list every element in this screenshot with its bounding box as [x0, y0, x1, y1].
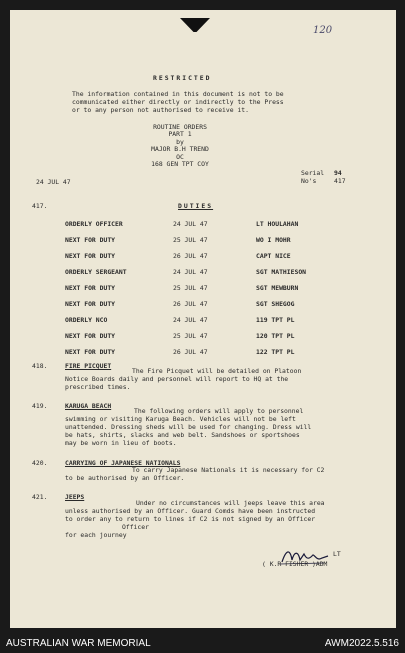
order-line: Officer — [122, 523, 149, 531]
nos-label: No's — [301, 177, 317, 185]
order-line: Under no circumstances will jeeps leave this area — [136, 499, 325, 507]
signature-name: ( K.R FISHER )ADM — [262, 560, 328, 568]
footer-institution: AUSTRALIAN WAR MEMORIAL — [6, 638, 151, 649]
duty-name: 120 TPT PL — [256, 332, 295, 340]
duty-name: SGT SHEGOG — [256, 300, 295, 308]
duty-date: 24 JUL 47 — [173, 316, 208, 324]
order-number: 420. — [32, 459, 48, 467]
order-line: for each journey — [65, 531, 127, 539]
restricted-note-line: or to any person not authorised to receive it. — [72, 106, 249, 114]
duty-name: SGT MEWBURN — [256, 284, 299, 292]
order-title: CARRYING OF JAPANESE NATIONALS — [65, 459, 181, 467]
restricted-note-line: The information contained in this document is not to be — [72, 90, 284, 98]
duty-role: ORDERLY NCO — [65, 316, 108, 324]
duty-role: NEXT FOR DUTY — [65, 252, 116, 260]
order-line: swimming or visiting Karuga Beach. Vehicles will not be left — [65, 415, 296, 423]
order-line: to be authorised by an Officer. — [65, 474, 185, 482]
order-line: may be worn in lieu of boots. — [65, 439, 177, 447]
order-line: to order any to return to lines if C2 is not signed by an Officer — [65, 515, 316, 523]
duty-name: CAPT NICE — [256, 252, 291, 260]
duty-name: WO I MOHR — [256, 236, 291, 244]
duty-date: 24 JUL 47 — [173, 220, 208, 228]
nos-value: 417 — [334, 177, 346, 185]
duty-role: NEXT FOR DUTY — [65, 284, 116, 292]
duty-role: NEXT FOR DUTY — [65, 300, 116, 308]
order-title: KARUGA BEACH — [65, 402, 112, 410]
duty-role: NEXT FOR DUTY — [65, 332, 116, 340]
order-line: unless authorised by an Officer. Guard Comds have been instructed — [65, 507, 316, 515]
footer-accession-number: AWM2022.5.516 — [324, 638, 399, 649]
duty-date: 26 JUL 47 — [173, 252, 208, 260]
heading-line: by — [176, 137, 184, 146]
heading-line: OC — [176, 152, 184, 161]
serial-value: 94 — [334, 169, 342, 177]
restricted-title: RESTRICTED — [153, 74, 212, 82]
heading-line: PART 1 — [168, 130, 192, 139]
restricted-note-line: communicated either directly or indirectly to the Press — [72, 98, 284, 106]
duty-role: NEXT FOR DUTY — [65, 348, 116, 356]
duty-role: NEXT FOR DUTY — [65, 236, 116, 244]
order-line: prescribed times. — [65, 383, 131, 391]
duty-name: LT HOULAHAN — [256, 220, 299, 228]
binding-tape — [180, 18, 210, 32]
order-number: 421. — [32, 493, 48, 501]
heading-line: 168 GEN TPT COY — [151, 160, 209, 169]
order-number: 419. — [32, 402, 48, 410]
heading-line: ROUTINE ORDERS — [153, 123, 207, 131]
order-line: The following orders will apply to personnel — [134, 407, 304, 415]
duty-date: 26 JUL 47 — [173, 348, 208, 356]
duty-role: ORDERLY OFFICER — [65, 220, 123, 228]
order-line: The Fire Picquet will be detailed on Platoon — [132, 367, 302, 375]
duty-role: ORDERLY SERGEANT — [65, 268, 127, 276]
duty-name: 119 TPT PL — [256, 316, 295, 324]
order-date: 24 JUL 47 — [36, 178, 71, 186]
order-title: JEEPS — [65, 493, 85, 501]
order-line: be hats, shirts, slacks and web belt. Sandshoes or sportshoes — [65, 431, 300, 439]
document-page — [10, 10, 396, 628]
heading-line: MAJOR B.H TREND — [151, 145, 209, 154]
duty-date: 25 JUL 47 — [173, 332, 208, 340]
signature-rank: LT — [333, 550, 341, 558]
order-line: Notice Boards daily and personnel will report to HQ at the — [65, 375, 289, 383]
duty-date: 25 JUL 47 — [173, 284, 208, 292]
order-number: 418. — [32, 362, 48, 370]
order-line: unattended. Dressing sheds will be used for changing. Dress will — [65, 423, 312, 431]
order-heading — [120, 124, 240, 168]
serial-label: Serial — [301, 169, 325, 177]
duty-date: 25 JUL 47 — [173, 236, 208, 244]
order-title: FIRE PICQUET — [65, 362, 112, 370]
page-number: 120 — [313, 25, 333, 36]
duties-number: 417. — [32, 202, 48, 210]
duty-name: 122 TPT PL — [256, 348, 295, 356]
duties-title: DUTIES — [178, 202, 214, 210]
order-line: To carry Japanese Nationals it is necessary for C2 — [132, 466, 325, 474]
duty-name: SGT MATHIESON — [256, 268, 307, 276]
duty-date: 26 JUL 47 — [173, 300, 208, 308]
duty-date: 24 JUL 47 — [173, 268, 208, 276]
